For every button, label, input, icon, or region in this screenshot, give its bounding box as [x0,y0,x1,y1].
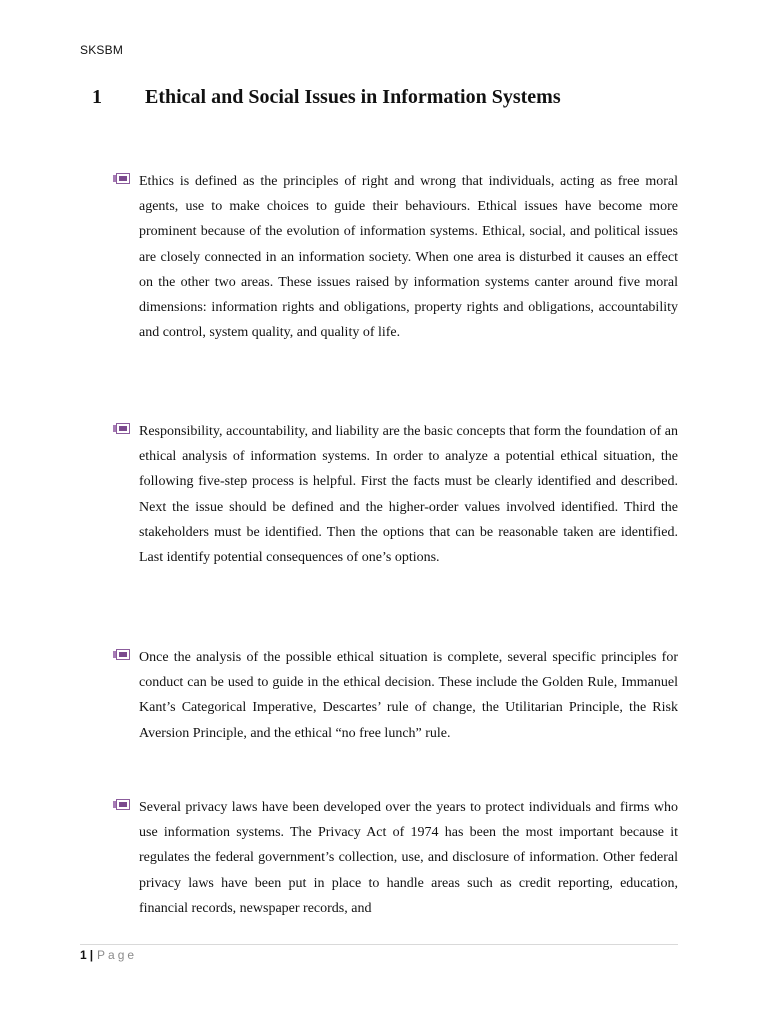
bullet-text: Several privacy laws have been developed over the years to protect individuals and firms who use information systems. The Privacy Act of 1974 has been the most important because it regulates the federal government’s collection, use, and disclosure of information. Other federal privacy laws have been put in place to handle areas such as credit reporting, education, financial records, newspaper records, and [139,800,678,916]
section-title: Ethical and Social Issues in Information Systems [145,86,561,108]
square-bullet-icon [116,173,130,184]
footer-separator: | [89,948,94,962]
bullet-item-privacy-laws [113,795,678,921]
square-bullet-icon [116,649,130,660]
square-bullet-icon [116,423,130,434]
page-number: 1 [80,948,87,962]
page-footer [80,948,137,962]
bullet-text: Responsibility, accountability, and liability are the basic concepts that form the foundation of an ethical analysis of information systems. In order to analyze a potential ethical situation, the following five-step process is helpful. First the facts must be clearly identified and described. Next the issue should be defined and the higher-order values involved identified. Third the stakeholders must be identified. Then the options that can be reasonable taken are identified. Last identify potential consequences of one’s options. [139,424,678,566]
bullet-item-principles [113,645,678,746]
bullet-text: Ethics is defined as the principles of right and wrong that individuals, acting as free moral agents, use to make choices to guide their behaviours. Ethical issues have become more prominent because of the evolution of information systems. Ethical, social, and political issues are closely connected in an information society. When one area is disturbed it causes an effect on the other two areas. These issues raised by information systems canter around five moral dimensions: information rights and obligations, property rights and obligations, accountability and control, system quality, and quality of life. [139,174,678,341]
bullet-item-responsibility [113,419,678,570]
section-number: 1 [92,86,102,108]
page-label: Page [97,948,138,962]
bullet-text: Once the analysis of the possible ethical situation is complete, several specific principles for conduct can be used to guide in the ethical decision. These include the Golden Rule, Immanuel Kant’s Categorical Imperative, Descartes’ rule of change, the Utilitarian Principle, the Risk Aversion Principle, and the ethical “no free lunch” rule. [139,650,678,741]
page-header: SKSBM [80,43,124,57]
footer-divider [80,944,678,945]
bullet-item-ethics-definition [113,169,678,345]
section-heading [92,86,561,109]
square-bullet-icon [116,799,130,810]
